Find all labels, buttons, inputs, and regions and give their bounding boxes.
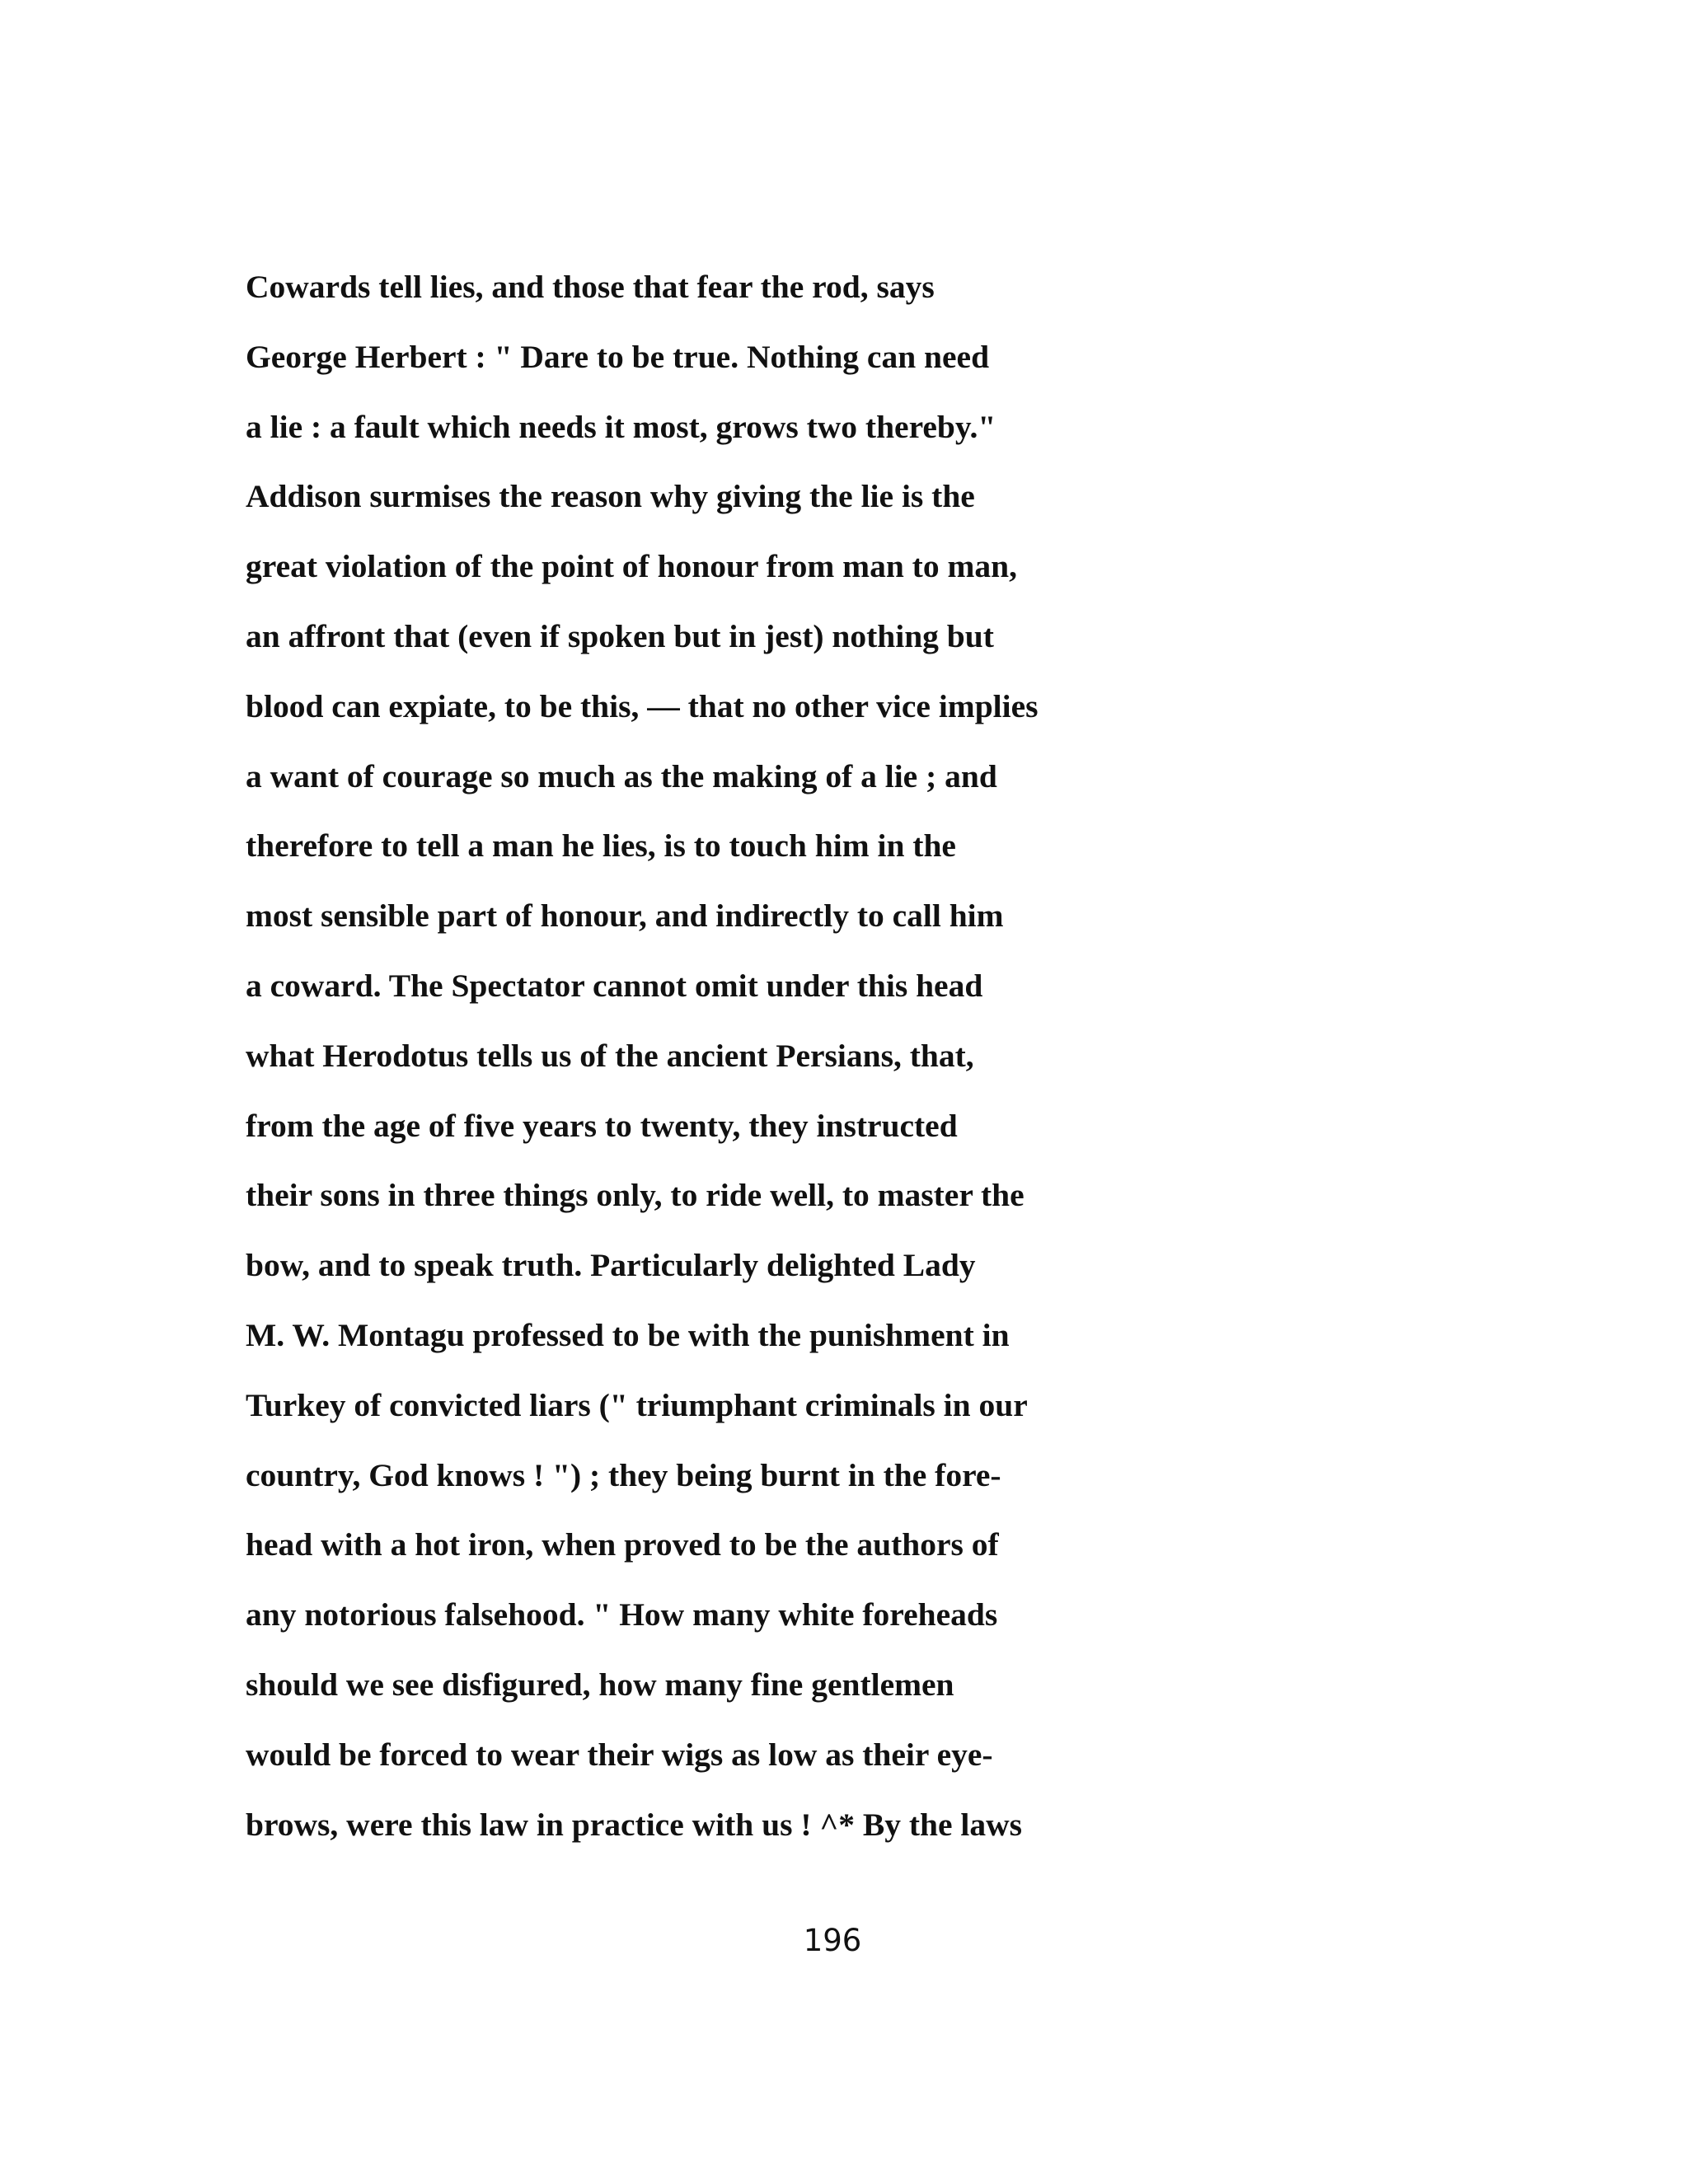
text-line-21: should we see disfigured, how many fine gentlemen	[246, 1666, 954, 1703]
text-line-15: bow, and to speak truth. Particularly delighted Lady	[246, 1247, 976, 1284]
page-number: 196	[803, 1923, 862, 1958]
text-line-5: great violation of the point of honour from man to man,	[246, 548, 1017, 585]
text-line-20: any notorious falsehood. " How many white foreheads	[246, 1596, 998, 1633]
text-line-4: Addison surmises the reason why giving the lie is the	[246, 478, 975, 515]
text-line-19: head with a hot iron, when proved to be the authors of	[246, 1526, 999, 1563]
text-line-16: M. W. Montagu professed to be with the punishment in	[246, 1316, 1010, 1353]
text-line-14: their sons in three things only, to ride well, to master the	[246, 1177, 1025, 1214]
text-line-1: Cowards tell lies, and those that fear the rod, says	[246, 269, 935, 305]
text-line-12: what Herodotus tells us of the ancient Persians, that,	[246, 1037, 974, 1074]
text-line-22: would be forced to wear their wigs as low as their eye-	[246, 1736, 993, 1773]
text-line-23: brows, were this law in practice with us ! ^* By the laws	[246, 1806, 1023, 1843]
text-line-7: blood can expiate, to be this, — that no other vice implies	[246, 687, 1039, 724]
text-line-2: George Herbert : " Dare to be true. Nothing can need	[246, 338, 990, 375]
text-line-9: therefore to tell a man he lies, is to touch him in the	[246, 827, 956, 865]
text-line-11: a coward. The Spectator cannot omit under this head	[246, 967, 983, 1004]
text-line-18: country, God knows ! ") ; they being burnt in the fore-	[246, 1456, 1001, 1493]
text-line-8: a want of courage so much as the making of a lie ; and	[246, 757, 997, 794]
text-line-6: an affront that (even if spoken but in jest) nothing but	[246, 617, 994, 654]
text-line-13: from the age of five years to twenty, they instructed	[246, 1107, 958, 1144]
text-line-10: most sensible part of honour, and indirectly to call him	[246, 898, 1004, 935]
body-text	[246, 264, 1482, 1871]
text-line-3: a lie : a fault which needs it most, grows two thereby."	[246, 408, 996, 445]
text-line-17: Turkey of convicted liars (" triumphant criminals in our	[246, 1386, 1028, 1423]
